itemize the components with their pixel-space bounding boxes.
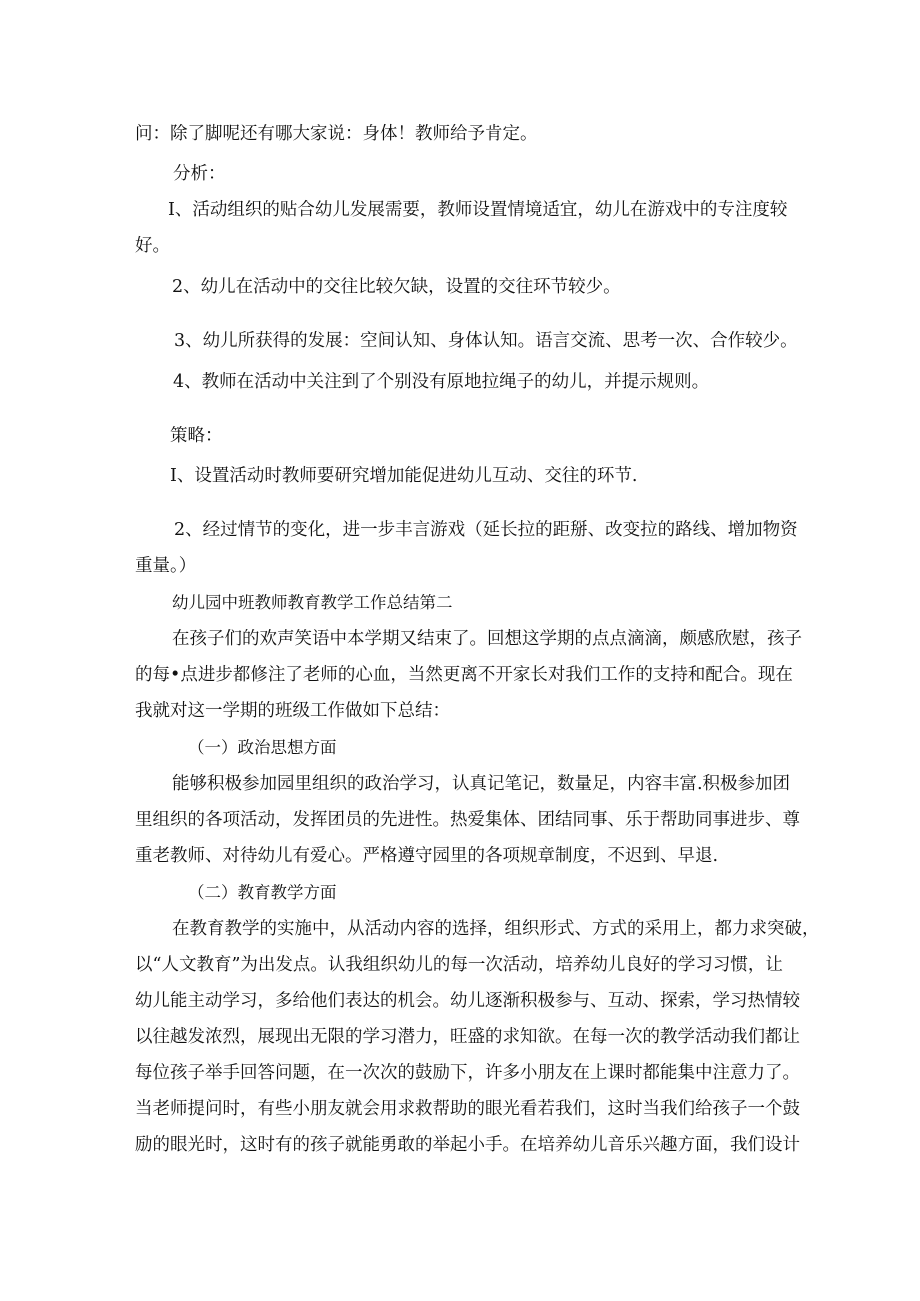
text-line: 的每•点进步都修注了老师的心血，当然更离不开家长对我们工作的支持和配合。现在 <box>135 665 793 685</box>
section-heading-politics: （一）政治思想方面 <box>188 738 337 757</box>
text-line: 2、幼儿在活动中的交往比较欠缺，设置的交往环节较少。 <box>172 277 621 297</box>
text-line: 幼儿能主动学习，多给他们表达的机会。幼儿逐渐积极参与、互动、探索，学习热情较 <box>135 991 800 1011</box>
text-line: 里组织的各项活动，发挥团员的先进性。热爱集体、团结同事、乐于帮助同事进步、尊 <box>135 810 800 830</box>
text-line: 以往越发浓烈，展现出无限的学习潜力，旺盛的求知欲。在每一次的教学活动我们都让 <box>135 1027 800 1047</box>
section-heading-analysis: 分析： <box>173 164 226 184</box>
text-line: 在教育教学的实施中，从活动内容的选择，组织形式、方式的采用上，都力求突破， <box>172 919 820 939</box>
section-heading-teaching: （二）教育教学方面 <box>188 883 337 902</box>
text-line: I、设置活动时教师要研究增加能促进幼儿互动、交往的环节. <box>170 466 638 486</box>
text-line: 重量。） <box>135 556 197 576</box>
text-line: 每位孩子举手回答问题，在一次次的鼓励下，许多小朋友在上课时都能集中注意力了。 <box>135 1063 800 1083</box>
text-line: 重老教师、对待幼儿有爱心。严格遵守园里的各项规章制度，不迟到、早退. <box>135 846 719 866</box>
text-line: 以“人文教育”为出发点。认我组织幼儿的每一次活动，培养幼儿良好的学习习惯，让 <box>135 955 783 975</box>
text-line: 当老师提问时，有些小朋友就会用求救帮助的眼光看若我们，这时当我们给孩子一个鼓 <box>135 1099 800 1119</box>
text-line: 励的眼光时，这时有的孩子就能勇敢的举起小手。在培养幼儿音乐兴趣方面，我们设计 <box>135 1135 800 1155</box>
text-line: 4、教师在活动中关注到了个别没有原地拉绳子的幼儿，并提示规则。 <box>173 372 710 392</box>
text-line: 能够积极参加园里组织的政治学习，认真记笔记，数量足，内容丰富.积极参加团 <box>172 774 791 794</box>
text-line: 2、经过情节的变化，进一步丰言游戏（延长拉的距掰、改变拉的路线、增加物资 <box>174 520 798 540</box>
text-line: 好。 <box>135 236 170 256</box>
text-line: I、活动组织的贴合幼儿发展需要，教师设置情境适宜，幼儿在游戏中的专注度较 <box>168 200 788 220</box>
text-line: 我就对这一学期的班级工作做如下总结： <box>135 701 450 721</box>
text-line: 在孩子们的欢声笑语中本学期又结束了。回想这学期的点点滴滴，颇感欣慰，孩子 <box>172 629 802 649</box>
text-line: 3、幼儿所获得的发展：空间认知、身体认知。语言交流、思考一次、合作较少。 <box>174 331 798 351</box>
subtitle: 幼儿园中班教师教育教学工作总结第二 <box>172 593 453 612</box>
text-line: 问：除了脚呢还有哪大家说：身体！教师给予肯定。 <box>135 124 538 144</box>
section-heading-strategy: 策略： <box>170 426 223 446</box>
